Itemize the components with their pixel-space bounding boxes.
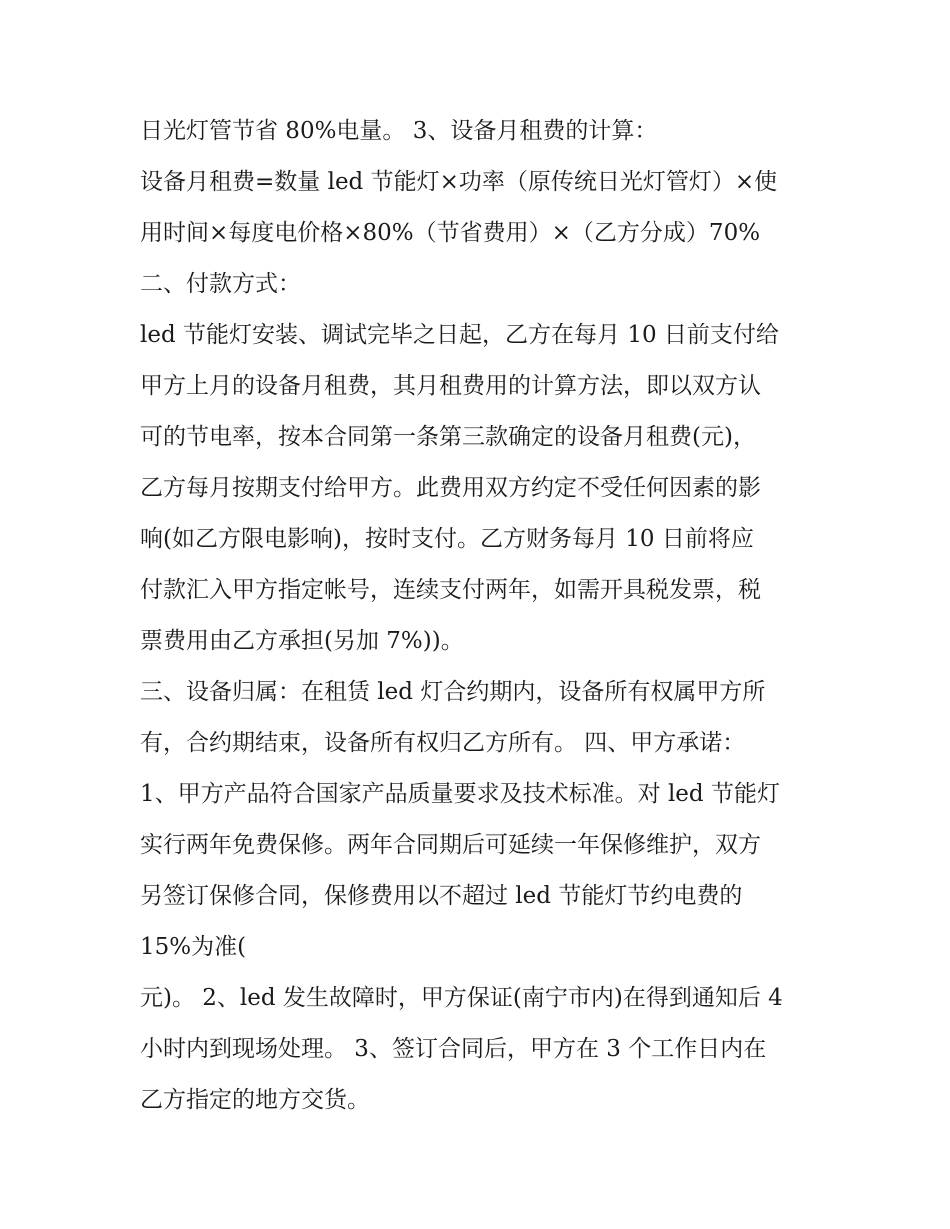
text-line: 票费用由乙方承担(另加 7%))。 [140,628,464,654]
section-heading-ownership: 三、设备归属：在租赁 led 灯合约期内，设备所有权属甲方所 [140,679,766,705]
text-line: 设备月租费=数量 led 节能灯×功率（原传统日光灯管灯）×使 [140,169,778,195]
section-heading-payment: 二、付款方式： [140,271,301,297]
text-line: 小时内到现场处理。 3、签订合同后，甲方在 3 个工作日内在 [140,1036,767,1062]
text-line: 用时间×每度电价格×80%（节省费用）×（乙方分成）70% [140,220,761,246]
text-line: 15%为准( [140,934,247,960]
text-line: led 节能灯安装、调试完毕之日起，乙方在每月 10 日前支付给 [140,322,779,348]
text-line: 日光灯管节省 80%电量。 3、设备月租费的计算： [140,118,658,144]
text-line: 实行两年免费保修。两年合同期后可延续一年保修维护，双方 [140,832,761,858]
text-line: 可的节电率，按本合同第一条第三款确定的设备月租费(元)， [140,424,756,450]
text-line: 乙方指定的地方交货。 [140,1087,370,1113]
text-line: 1、甲方产品符合国家产品质量要求及技术标准。对 led 节能灯 [140,781,780,807]
text-line: 有，合约期结束，设备所有权归乙方所有。 四、甲方承诺： [140,730,746,756]
text-line: 响(如乙方限电影响)，按时支付。乙方财务每月 10 日前将应 [140,526,754,552]
text-line: 另签订保修合同，保修费用以不超过 led 节能灯节约电费的 [140,883,743,909]
contract-text [140,108,830,1128]
text-line: 甲方上月的设备月租费，其月租费用的计算方法，即以双方认 [140,373,761,399]
text-line: 付款汇入甲方指定帐号，连续支付两年，如需开具税发票，税 [140,577,761,603]
text-line: 元)。 2、led 发生故障时，甲方保证(南宁市内)在得到通知后 4 [140,985,783,1011]
text-line: 乙方每月按期支付给甲方。此费用双方约定不受任何因素的影 [140,475,761,501]
